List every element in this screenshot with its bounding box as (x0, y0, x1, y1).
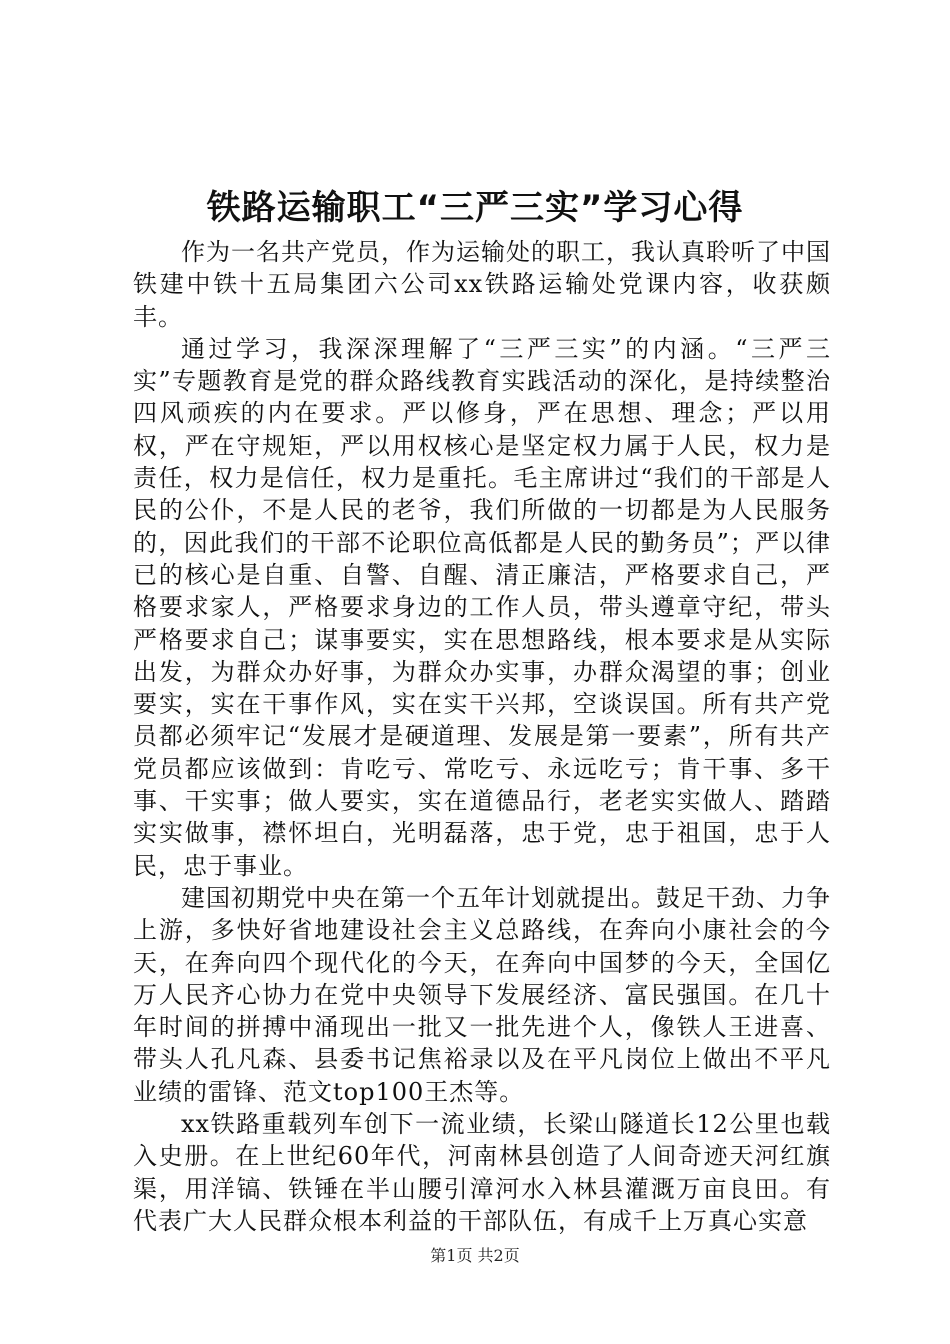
page-number-footer: 第1页 共2页 (430, 1246, 520, 1265)
document-body (133, 236, 831, 1237)
paragraph-1: 作为一名共产党员，作为运输处的职工，我认真聆听了中国铁建中铁十五局集团六公司xx铁路运输处党课内容，收获颇丰。 (133, 238, 831, 331)
paragraph-3: 建国初期党中央在第一个五年计划就提出。鼓足干劲、力争上游，多快好省地建设社会主义总路线，在奔向小康社会的今天，在奔向四个现代化的今天，在奔向中国梦的今天，全国亿万人民齐心协力在党中央领导下发展经济、富民强国。在几十年时间的拼搏中涌现出一批又一批先进个人，像铁人王进喜、带头人孔凡森、县委书记焦裕录以及在平凡岗位上做出不平凡业绩的雷锋、范文top100王杰等。 (133, 883, 831, 1106)
document-title: 铁路运输职工“三严三实”学习心得 (206, 188, 744, 228)
paragraph-4: xx铁路重载列车创下一流业绩，长梁山隧道长12公里也载入史册。在上世纪60年代，河南林县创造了人间奇迹天河红旗渠，用洋镐、铁锤在半山腰引漳河水入林县灌溉万亩良田。有代表广大人民群众根本利益的干部队伍，有成千上万真心实意 (133, 1110, 831, 1235)
paragraph-2: 通过学习，我深深理解了“三严三实”的内涵。“三严三实”专题教育是党的群众路线教育实践活动的深化，是持续整治四风顽疾的内在要求。严以修身，严在思想、理念；严以用权，严在守规矩，严以用权核心是坚定权力属于人民，权力是责任，权力是信任，权力是重托。毛主席讲过“我们的干部是人民的公仆，不是人民的老爷，我们所做的一切都是为人民服务的，因此我们的干部不论职位高低都是人民的勤务员”；严以律已的核心是自重、自警、自醒、清正廉洁，严格要求自己，严格要求家人，严格要求身边的工作人员，带头遵章守纪，带头严格要求自己；谋事要实，实在思想路线，根本要求是从实际出发，为群众办好事，为群众办实事，办群众渴望的事；创业要实，实在干事作风，实在实干兴邦，空谈误国。所有共产党员都必须牢记“发展才是硬道理、发展是第一要素”，所有共产党员都应该做到：肯吃亏、常吃亏、永远吃亏；肯干事、多干事、干实事；做人要实，实在道德品行，老老实实做人、踏踏实实做事，襟怀坦白，光明磊落，忠于党，忠于祖国，忠于人民，忠于事业。 (133, 334, 831, 880)
